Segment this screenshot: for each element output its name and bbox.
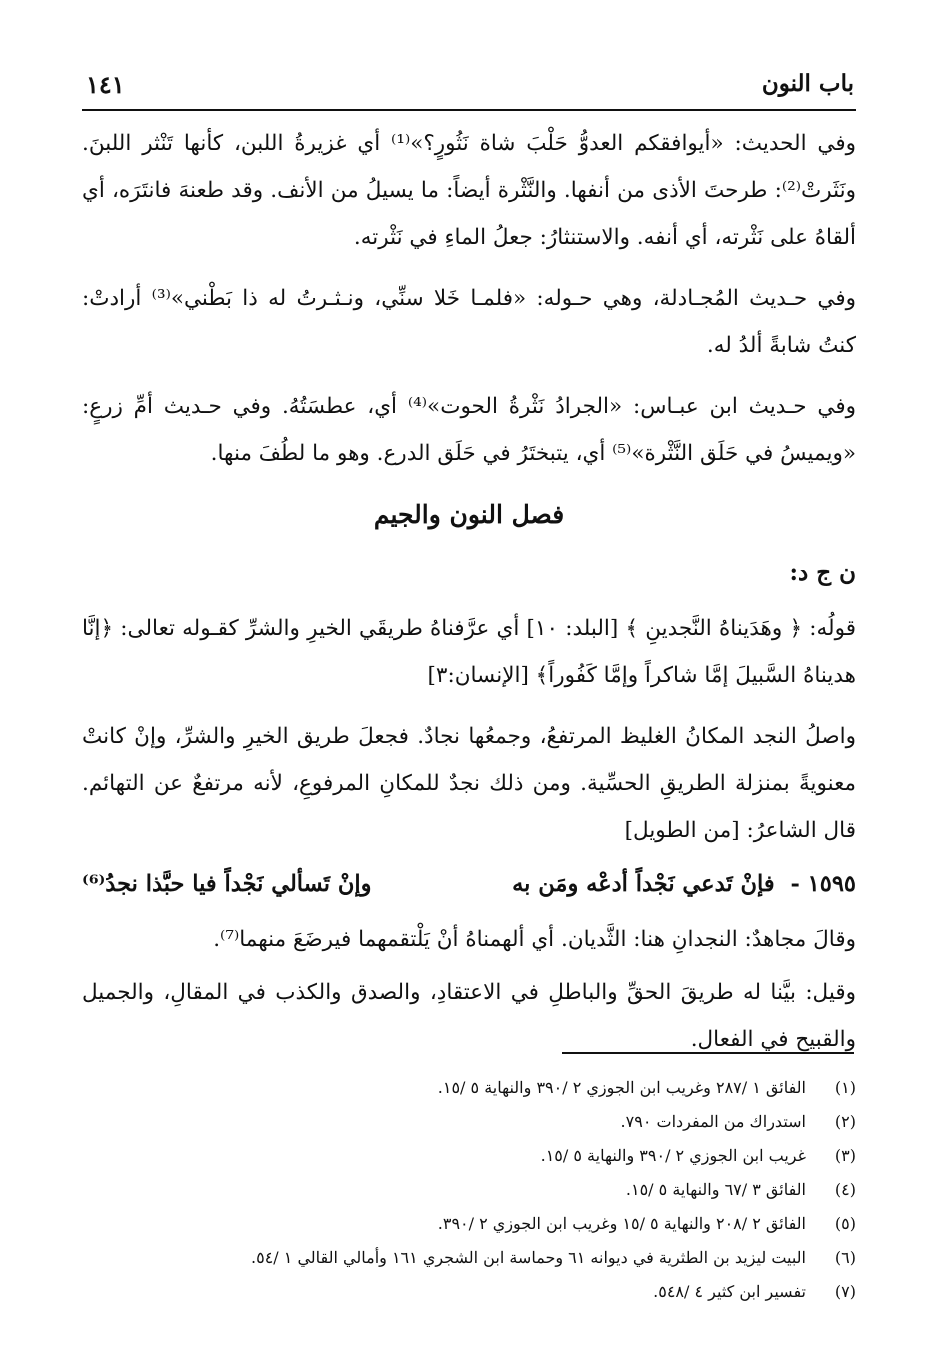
- footnote-text: الفائق ٣ /٦٧ والنهاية ٥ /١٥.: [625, 1180, 806, 1199]
- footnote: [82, 1071, 856, 1105]
- footnote: [82, 1139, 856, 1173]
- running-header: [86, 64, 854, 104]
- paragraph: قولُه: ﴿ وهَدَيناهُ النَّجدينِ ﴾ [البلد: ١٠] أي عرَّفناهُ طريقَي الخيرِ والشرِّ كقـوله تعالى: ﴿إنَّا هديناهُ السَّبيلَ إمَّا شاكراً وإمَّا كَفُوراً﴾ [الإنسان:٣]: [82, 616, 856, 688]
- main-text: [82, 120, 856, 1077]
- footnote: [82, 1275, 856, 1309]
- paragraph: وقيل: بيَّنا له طريقَ الحقِّ والباطلِ في الاعتقادِ، والصدق والكذب في المقالِ، والجميل والقبيح في الفعال.: [82, 980, 856, 1052]
- paragraph: وفي الحديث: «أيوافقكم العدوُّ حَلْبَ شاة نَثُورٍ؟»⁽¹⁾ أي غزيرةُ اللبن، كأنها تَنْثر اللبنَ. ونَثَرتْ⁽²⁾: طرحتَ الأذى من أنفها. والنَّثْرة أيضاً: ما يسيلُ من الأنف. وقد طعنهَ فانتَرَه، أي ألقاهُ على نَثْرته، أي أنفه. والاستنثارُ: جعلُ الماءِ في نَثْرته.: [82, 131, 856, 250]
- footnote-number: (٥): [834, 1214, 856, 1233]
- footnote-number: (٤): [834, 1180, 856, 1199]
- footnote-number: (٦): [834, 1248, 856, 1267]
- footnote-number: (٣): [834, 1146, 856, 1165]
- verse-hemistich-2: وإنْ تَسألي نَجْداً فيا حبَّذا نجدُ⁽⁶⁾: [82, 871, 372, 897]
- page-number: ١٤١: [86, 70, 125, 99]
- footnote: [82, 1207, 856, 1241]
- footnote-rule: [562, 1052, 854, 1054]
- paragraph: وفي حـديث المُجـادلة، وهي حـوله: «فلمـا خَلا سنِّي، ونـثـرتُ له ذا بَطْني»⁽³⁾ أرادتْ: كنتُ شابةً ألدُ له.: [82, 286, 856, 358]
- chapter-title: باب النون: [761, 70, 854, 97]
- footnote: [82, 1105, 856, 1139]
- footnote-text: استدراك من المفردات ٧٩٠.: [620, 1112, 806, 1131]
- paragraph: وقالَ مجاهدٌ: النجدانِ هنا: الثَّديان. أي ألهمناهُ أنْ يَلْتقمهما فيرضَعَ منهما⁽⁷⁾.: [213, 927, 856, 952]
- poem-verse: [82, 860, 856, 908]
- footnote: [82, 1173, 856, 1207]
- header-rule: [82, 109, 856, 111]
- footnotes: [82, 1071, 856, 1309]
- verse-number: ١٥٩٥ -: [790, 871, 856, 897]
- footnote-text: الفائق ٢ /٢٠٨ والنهاية ٥ /١٥ وغريب ابن الجوزي ٢ /٣٩٠.: [437, 1214, 806, 1233]
- verse-hemistich-1: فإنْ تَدعي نَجْداً أدعْه ومَن به: [512, 871, 775, 897]
- footnote-text: البيت ليزيد بن الطثرية في ديوانه ٦١ وحماسة ابن الشجري ١٦١ وأمالي القالي ١ /٥٤.: [251, 1248, 806, 1267]
- root-heading: ن ج د:: [789, 559, 856, 586]
- footnote-number: (٧): [834, 1282, 856, 1301]
- footnote-text: تفسير ابن كثير ٤ /٥٤٨.: [653, 1282, 806, 1301]
- footnote-number: (٢): [834, 1112, 856, 1131]
- section-title: فصل النون والجيم: [373, 500, 565, 529]
- paragraph: واصلُ النجد المكانُ الغليظ المرتفعُ، وجمعُها نجادٌ. فجعلَ طريق الخيرِ والشرِّ، وإنْ كانتْ معنويةً بمنزلة الطريقِ الحسِّية. ومن ذلك نجدٌ للمكانِ المرفوعِ، لأنه مرتفعٌ عن التهائم. قال الشاعرُ: [من الطويل]: [82, 724, 856, 843]
- footnote-number: (١): [834, 1078, 856, 1097]
- footnote: [82, 1241, 856, 1275]
- paragraph: وفي حـديث ابن عبـاس: «الجرادُ نَثْرةُ الحوت»⁽⁴⁾ أي، عطسَتُهُ. وفي حـديث أمِّ زرعٍ: «ويميسُ في حَلَق النَّثْرة»⁽⁵⁾ أي، يتبختَرُ في حَلَق الدرع. وهو ما لطُفَ منها.: [82, 394, 856, 466]
- footnote-text: الفائق ١ /٢٨٧ وغريب ابن الجوزي ٢ /٣٩٠ والنهاية ٥ /١٥.: [437, 1078, 806, 1097]
- footnote-text: غريب ابن الجوزي ٢ /٣٩٠ والنهاية ٥ /١٥.: [540, 1146, 806, 1165]
